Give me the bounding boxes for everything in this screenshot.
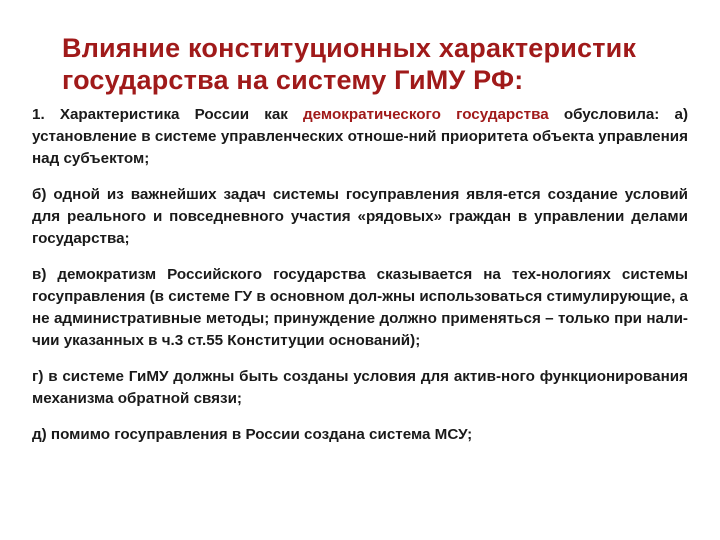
paragraph-4: г) в системе ГиМУ должны быть созданы условия для актив-ного функционирования механизма обратной связи;	[32, 368, 688, 407]
paragraph-1-end: обусловила: а) установление в системе управленческих отноше-ний приоритета объекта управления над субъектом;	[32, 106, 689, 167]
paragraph-3: в) демократизм Российского государства сказывается на тех-нологиях системы госуправления (в системе ГУ в основном дол-жны использоваться стимулирующие, а не административные методы; принуждение должно применяться – только при нали-чии указанных в ч.3 ст.55 Конституции оснований);	[32, 266, 688, 349]
paragraph-1	[32, 104, 688, 170]
paragraph-1-accent: демократического государства	[303, 106, 549, 123]
paragraph-1-start: 1. Характеристика России как	[32, 106, 304, 123]
paragraph-2: б) одной из важнейших задач системы госуправления явля-ется создание условий для реального и повседневного участия «рядовых» граждан в управлении делами государства;	[32, 186, 688, 247]
slide-body	[32, 104, 688, 446]
paragraph-5: д) помимо госуправления в России создана система МСУ;	[32, 426, 473, 443]
slide-title: Влияние конституционных характеристик государства на систему ГиМУ РФ:	[62, 33, 637, 95]
